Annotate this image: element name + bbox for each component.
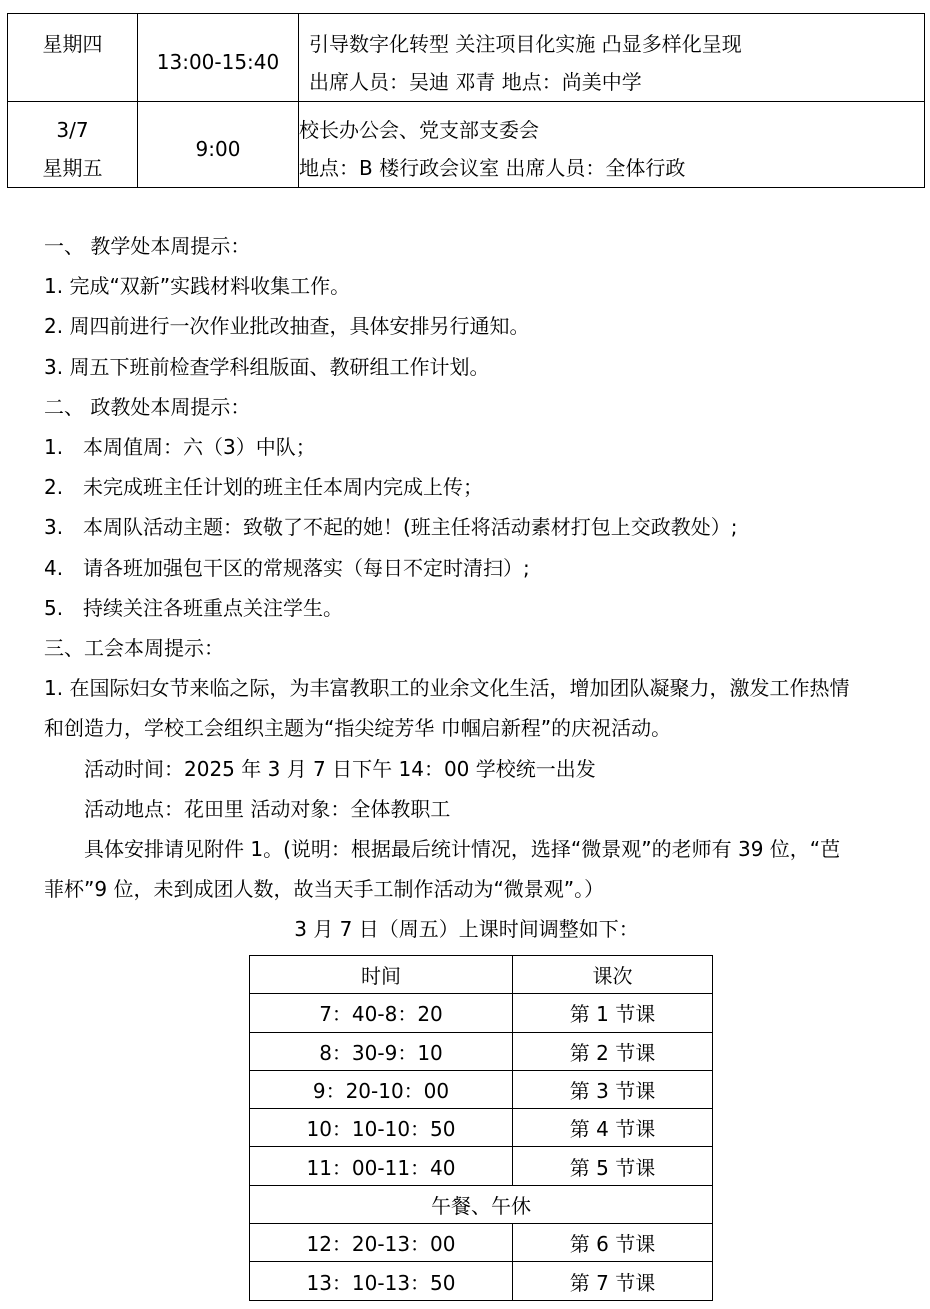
moral-item xyxy=(44,427,889,467)
time-cell xyxy=(138,102,299,188)
lesson-time-table xyxy=(249,955,713,1301)
table-row xyxy=(250,1032,713,1070)
time-cell: 13：10-13：50 xyxy=(250,1262,513,1300)
time-cell: 9：20-10：00 xyxy=(250,1070,513,1108)
moral-item xyxy=(44,467,889,507)
time-cell: 8：30-9：10 xyxy=(250,1032,513,1070)
table-header-row xyxy=(250,956,713,994)
schedule-row xyxy=(8,14,925,102)
teaching-item: 2. 周四前进行一次作业批改抽查，具体安排另行通知。 xyxy=(44,314,530,339)
time-cell: 7：40-8：20 xyxy=(250,994,513,1032)
lesson-cell: 第 2 节课 xyxy=(513,1032,713,1070)
column-header-time: 时间 xyxy=(250,956,513,994)
table-row xyxy=(250,1070,713,1108)
teaching-item: 3. 周五下班前检查学科组版面、教研组工作计划。 xyxy=(44,354,490,379)
event-title: 引导数字化转型 关注项目化实施 凸显多样化呈现 xyxy=(309,32,742,56)
weekly-notes xyxy=(44,226,889,950)
break-row xyxy=(250,1185,713,1223)
union-paragraph-line: 1. 在国际妇女节来临之际，为丰富教职工的业余文化生活，增加团队凝聚力，激发工作热情 xyxy=(44,676,850,701)
moral-item xyxy=(44,588,889,628)
time-cell: 11：00-11：40 xyxy=(250,1147,513,1185)
time: 13:00-15:40 xyxy=(156,50,280,74)
table-row xyxy=(250,1147,713,1185)
lesson-cell: 第 4 节课 xyxy=(513,1109,713,1147)
time: 9:00 xyxy=(195,137,241,161)
event-detail: 地点：B 楼行政会议室 出席人员：全体行政 xyxy=(299,156,686,180)
section-title-teaching: 一、 教学处本周提示： xyxy=(44,234,251,258)
item-text: 持续关注各班重点关注学生。 xyxy=(83,595,343,620)
lesson-cell: 第 5 节课 xyxy=(513,1147,713,1185)
item-number: 4. xyxy=(44,555,64,580)
time-cell xyxy=(138,14,299,102)
time-cell: 10：10-10：50 xyxy=(250,1109,513,1147)
item-text: 本周队活动主题：致敬了不起的她！(班主任将活动素材打包上交政教处）; xyxy=(83,515,738,540)
item-text: 请各班加强包干区的常规落实（每日不定时清扫）; xyxy=(83,555,530,580)
date: 3/7 xyxy=(56,118,89,142)
date-cell xyxy=(8,102,138,188)
item-number: 2. xyxy=(44,475,64,500)
lesson-cell: 第 1 节课 xyxy=(513,994,713,1032)
section-title-moral: 二、 政教处本周提示： xyxy=(44,394,251,419)
section-title-union: 三、工会本周提示： xyxy=(44,636,224,661)
time-cell: 12：20-13：00 xyxy=(250,1224,513,1262)
column-header-lesson: 课次 xyxy=(513,956,713,994)
moral-item xyxy=(44,548,889,588)
content-cell xyxy=(299,102,925,188)
item-number: 5. xyxy=(44,595,64,620)
event-title: 校长办公会、党支部支委会 xyxy=(299,118,539,142)
lesson-cell: 第 3 节课 xyxy=(513,1070,713,1108)
content-cell xyxy=(299,14,925,102)
item-number: 1. xyxy=(44,435,64,460)
arrangement-line: 具体安排请见附件 1。(说明：根据最后统计情况，选择“微景观”的老师有 39 位，“芭 xyxy=(84,837,841,862)
table-row xyxy=(250,1224,713,1262)
break-cell: 午餐、午休 xyxy=(250,1185,713,1223)
moral-item xyxy=(44,507,889,547)
schedule-row xyxy=(8,102,925,188)
lesson-cell: 第 7 节课 xyxy=(513,1262,713,1300)
lesson-cell: 第 6 节课 xyxy=(513,1224,713,1262)
union-paragraph-line: 和创造力，学校工会组织主题为“指尖绽芳华 巾帼启新程”的庆祝活动。 xyxy=(44,716,672,741)
schedule-table xyxy=(7,13,925,188)
table-caption: 3 月 7 日（周五）上课时间调整如下： xyxy=(294,917,639,942)
item-text: 本周值周：六（3）中队； xyxy=(83,435,316,460)
weekday: 星期五 xyxy=(42,156,103,180)
activity-time: 活动时间：2025 年 3 月 7 日下午 14：00 学校统一出发 xyxy=(84,756,596,781)
item-number: 3. xyxy=(44,515,64,540)
weekday: 星期四 xyxy=(42,32,103,56)
item-text: 未完成班主任计划的班主任本周内完成上传； xyxy=(83,475,483,500)
table-row xyxy=(250,1262,713,1300)
table-row xyxy=(250,994,713,1032)
teaching-item: 1. 完成“双新”实践材料收集工作。 xyxy=(44,274,351,299)
arrangement-line: 菲杯”9 位，未到成团人数，故当天手工制作活动为“微景观”。） xyxy=(44,877,605,902)
table-row xyxy=(250,1109,713,1147)
date-cell xyxy=(8,14,138,102)
activity-place: 活动地点：花田里 活动对象：全体教职工 xyxy=(84,796,451,821)
event-detail: 出席人员：吴迪 邓青 地点：尚美中学 xyxy=(309,70,642,94)
